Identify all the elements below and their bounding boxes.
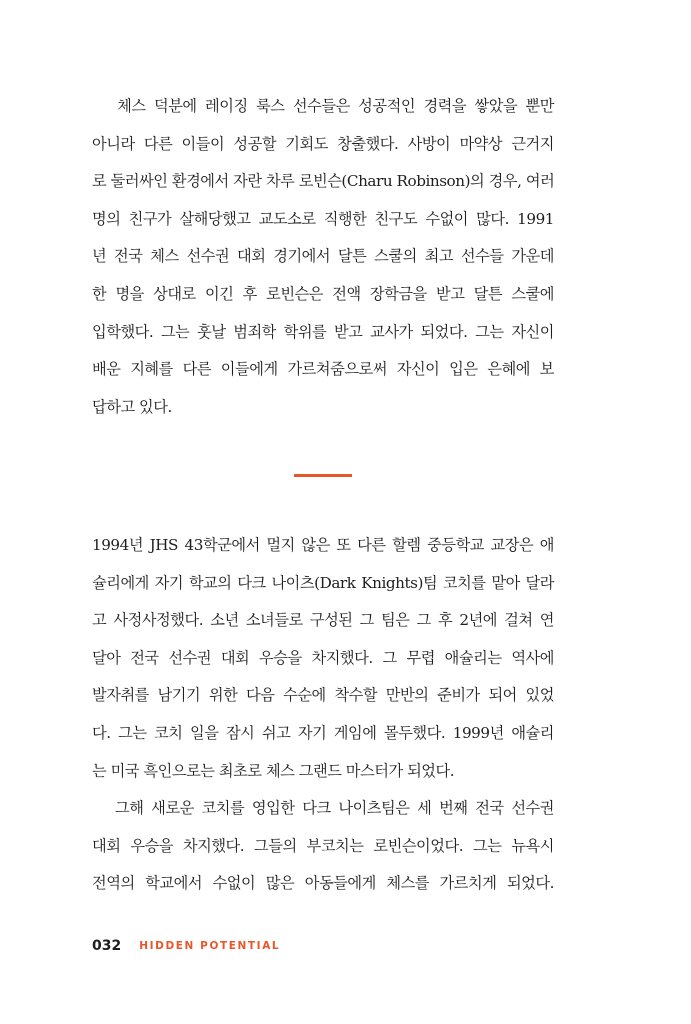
text-line: 고 사정사정했다. 소년 소녀들로 구성된 그 팀은 그 후 2년에 걸쳐 연 (92, 611, 554, 630)
text-line: 슐리에게 자기 학교의 다크 나이츠(Dark Knights)팀 코치를 맡아 달라 (92, 573, 554, 592)
text-line: 년 전국 체스 선수권 대회 경기에서 달튼 스쿨의 최고 선수들 가운데 (92, 247, 554, 266)
page-footer (92, 936, 280, 956)
text-line: 명의 친구가 살해당했고 교도소로 직행한 친구도 수없이 많다. 1991 (92, 209, 554, 228)
text-line: 1994년 JHS 43학군에서 멀지 않은 또 다른 할렘 중등학교 교장은 애 (92, 536, 554, 554)
text-line: 발자취를 남기기 위한 다음 수순에 착수할 만반의 준비가 되어 있었 (92, 686, 554, 705)
text-line: 다. 그는 코치 일을 잠시 쉬고 자기 게임에 몰두했다. 1999년 애슐리 (92, 723, 554, 742)
text-line: 아니라 다른 이들이 성공할 기회도 창출했다. 사방이 마약상 근거지 (92, 134, 554, 153)
text-line: 대회 우승을 차지했다. 그들의 부코치는 로빈슨이었다. 그는 뉴욕시 (92, 836, 554, 855)
text-line: 한 명을 상대로 이긴 후 로빈슨은 전액 장학금을 받고 달튼 스쿨에 (92, 284, 554, 303)
text-line: 로 둘러싸인 환경에서 자란 차루 로빈슨(Charu Robinson)의 경우, 여러 (92, 172, 555, 191)
text-line: 는 미국 흑인으로는 최초로 체스 그랜드 마스터가 되었다. (92, 761, 455, 780)
text-line: 답하고 있다. (92, 397, 172, 416)
paragraph-2 (92, 527, 554, 903)
text-line: 전역의 학교에서 수없이 많은 아동들에게 체스를 가르치게 되었다. (92, 874, 554, 893)
text-line: 체스 덕분에 레이징 룩스 선수들은 성공적인 경력을 쌓았을 뿐만 (92, 97, 554, 115)
page-number: 032 (92, 938, 122, 954)
text-line: 그해 새로운 코치를 영입한 다크 나이츠팀은 세 번째 전국 선수권 (92, 799, 554, 818)
text-line: 달아 전국 선수권 대회 우승을 차지했다. 그 무렵 애슐리는 역사에 (92, 648, 554, 667)
section-divider (294, 474, 352, 477)
text-line: 입학했다. 그는 훗날 범죄학 학위를 받고 교사가 되었다. 그는 자신이 (92, 322, 554, 341)
text-line: 배운 지혜를 다른 이들에게 가르쳐줌으로써 자신이 입은 은혜에 보 (92, 360, 554, 379)
running-title: HIDDEN POTENTIAL (139, 940, 281, 952)
paragraph-1 (92, 88, 554, 426)
